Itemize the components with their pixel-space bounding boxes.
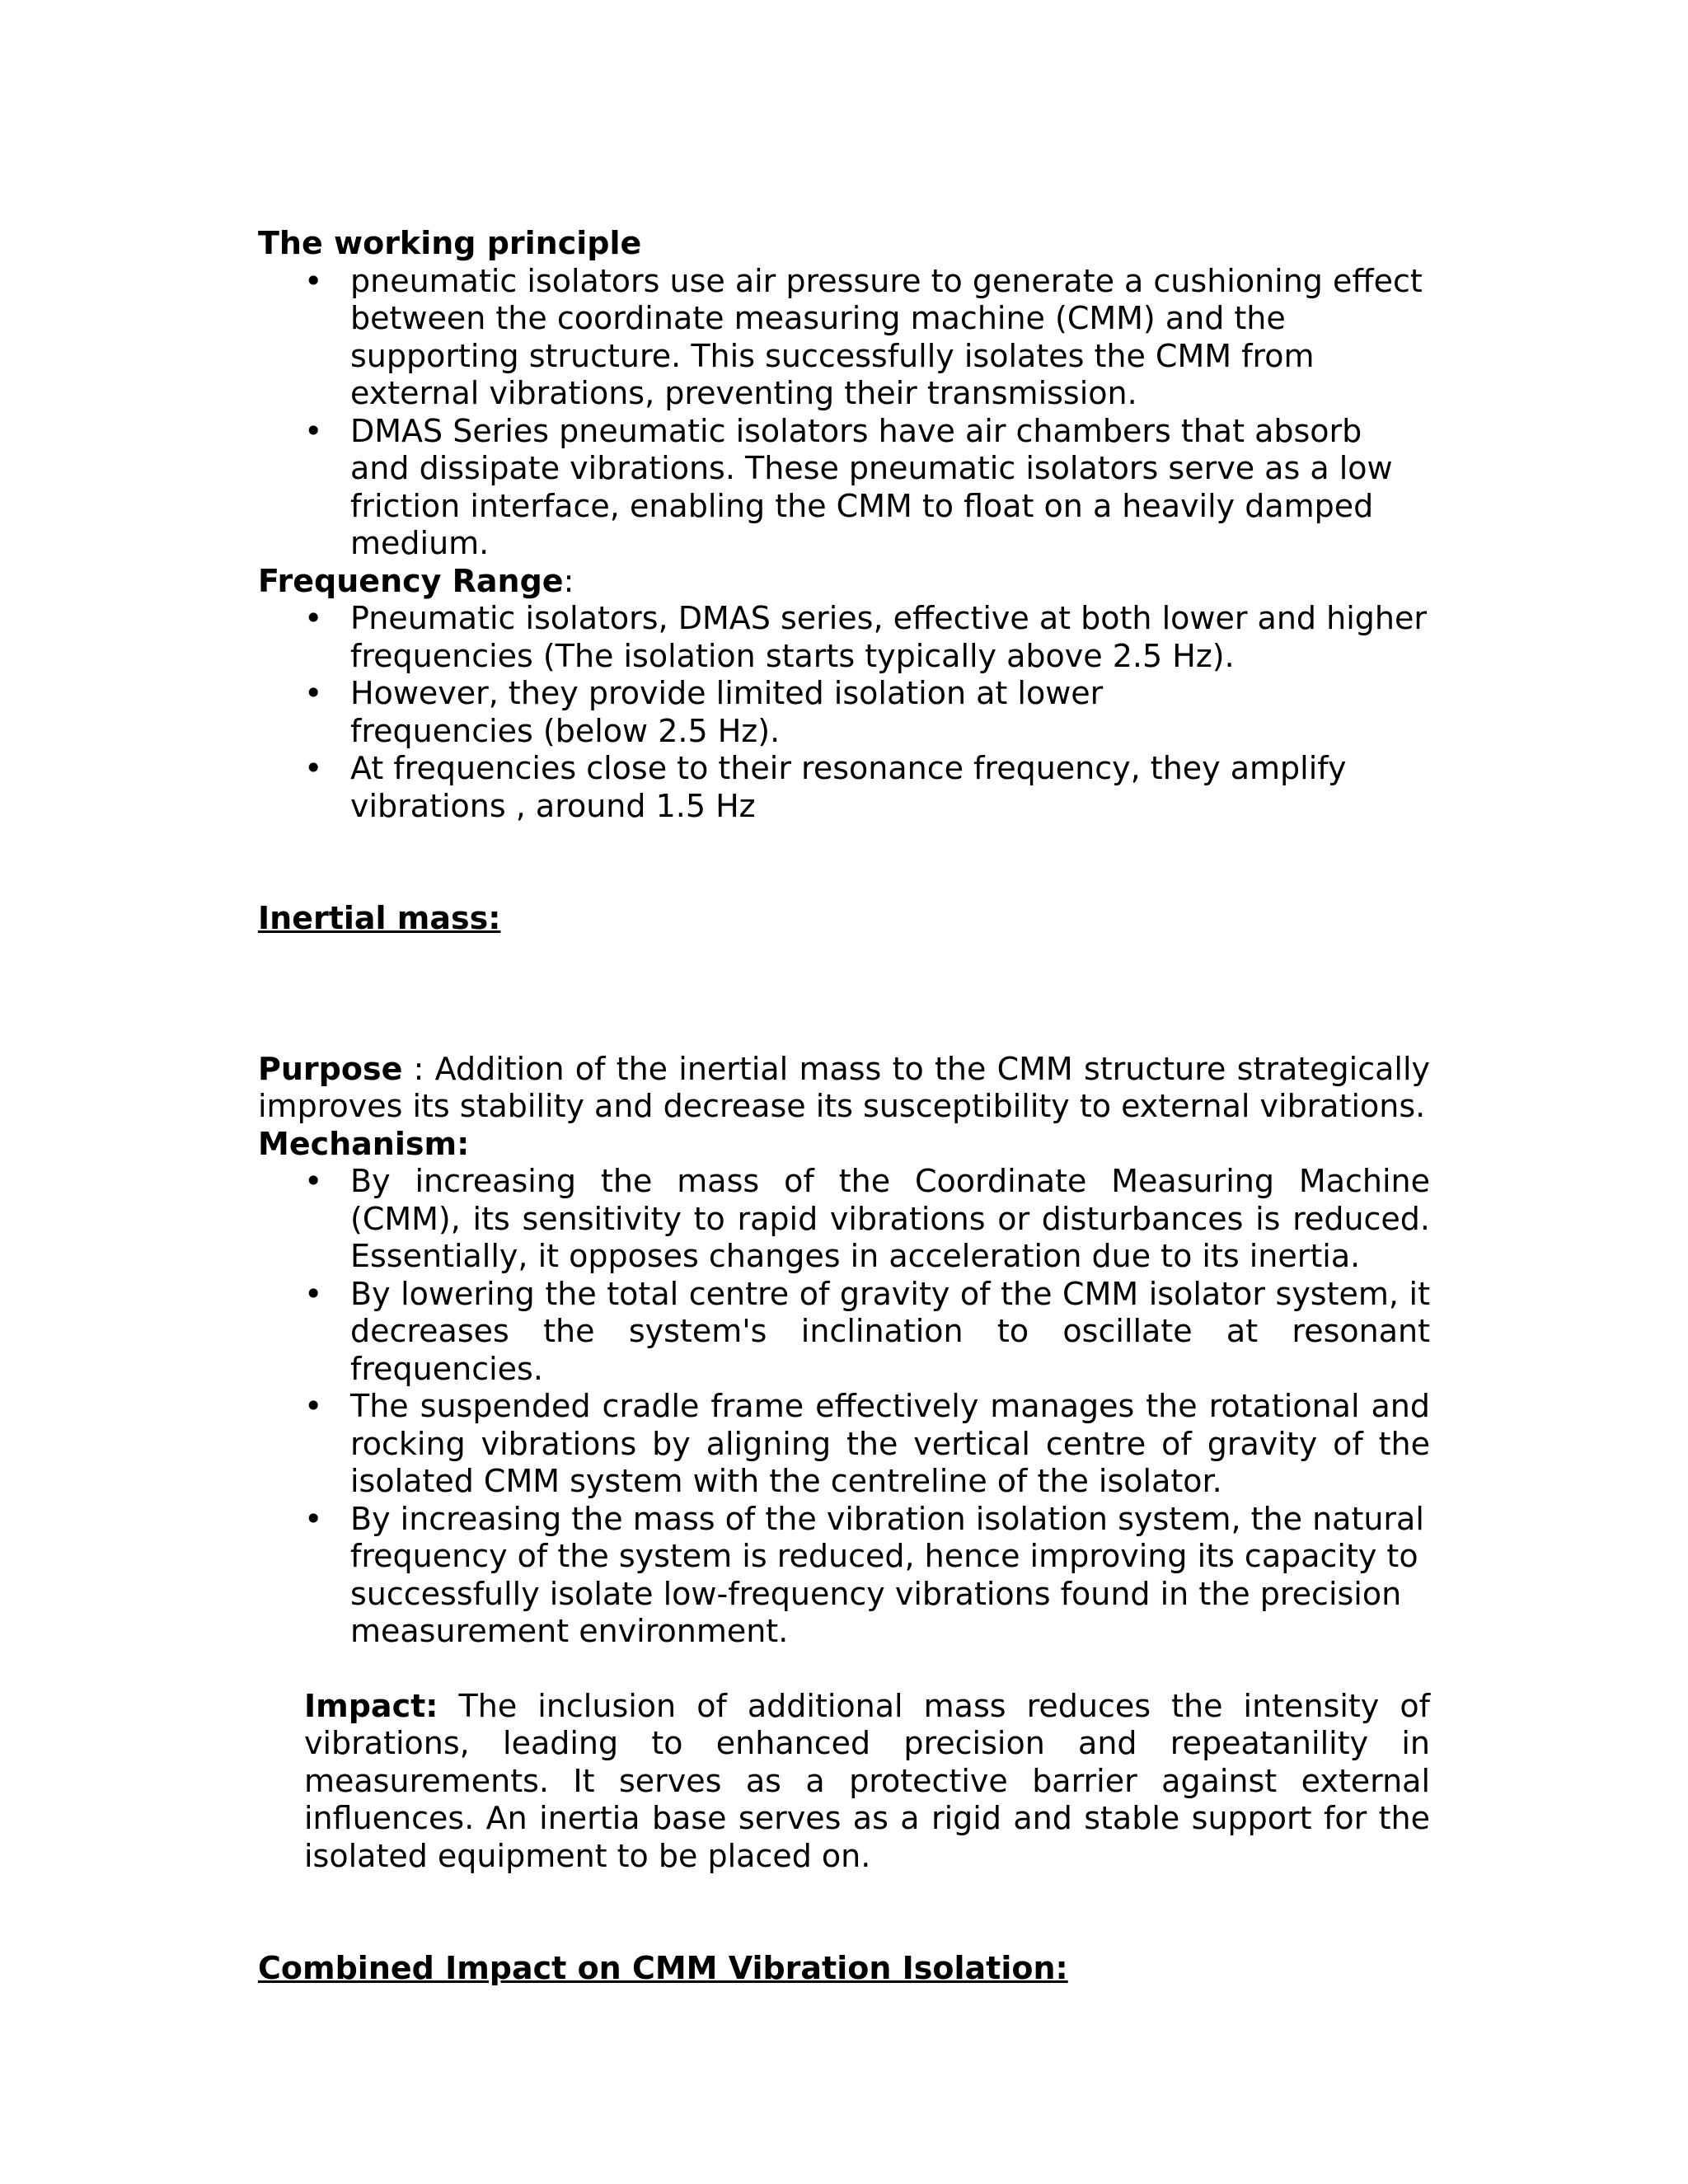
- bullet-icon: •: [304, 1500, 323, 1537]
- list-item-text: However, they provide limited isolation at lower frequencies (below 2.5 Hz).: [350, 675, 1104, 749]
- bullet-icon: •: [304, 1163, 323, 1199]
- impact-text: The inclusion of additional mass reduces the intensity of vibrations, leading to enhanced precision and repeatanility in measurements. It serves as a protective barrier against external influences. An inertia base serves as a rigid and stable support for the isolated equipment to be placed on.: [304, 1687, 1430, 1874]
- mechanism-list: [258, 1163, 1430, 1651]
- list-item: [304, 600, 1430, 675]
- purpose-paragraph: [258, 1051, 1430, 1126]
- inertial-mass-heading: Inertial mass:: [258, 900, 501, 936]
- bullet-icon: •: [304, 1275, 323, 1312]
- list-item: [304, 675, 1430, 750]
- list-item: [304, 412, 1430, 563]
- working-principle-heading: The working principle: [258, 225, 642, 261]
- spacer: [258, 1651, 1430, 1688]
- document-page: [258, 225, 1430, 1988]
- list-item-text: pneumatic isolators use air pressure to generate a cushioning effect between the coordinate measuring machine (CMM) and the supporting structure. This successfully isolates the CMM from external vibrations, preventing their transmission.: [350, 262, 1423, 411]
- bullet-icon: •: [304, 675, 323, 711]
- bullet-icon: •: [304, 262, 323, 299]
- list-item: [304, 1163, 1430, 1276]
- bullet-icon: •: [304, 1388, 323, 1424]
- list-item-text: By increasing the mass of the vibration isolation system, the natural frequency of the system is reduced, hence improving its capacity to successfully isolate low-frequency vibrations found in the precision measurement environment.: [350, 1500, 1424, 1649]
- purpose-label: Purpose: [258, 1050, 403, 1087]
- spacer: [258, 938, 1430, 1051]
- frequency-range-colon: :: [563, 562, 574, 599]
- list-item-text: At frequencies close to their resonance frequency, they amplify vibrations , around 1.5 Hz: [350, 750, 1347, 824]
- impact-label: Impact:: [304, 1687, 438, 1724]
- spacer: [258, 1875, 1430, 1950]
- list-item: [304, 1388, 1430, 1501]
- list-item: [304, 1500, 1430, 1651]
- list-item-text: The suspended cradle frame effectively manages the rotational and rocking vibrations by aligning the vertical centre of gravity of the isolated CMM system with the centreline of the isolator.: [350, 1388, 1430, 1499]
- list-item: [304, 750, 1430, 825]
- mechanism-heading: Mechanism:: [258, 1125, 470, 1162]
- list-item-text: Pneumatic isolators, DMAS series, effective at both lower and higher frequencies (The isolation starts typically above 2.5 Hz).: [350, 600, 1427, 674]
- list-item-text: DMAS Series pneumatic isolators have air chambers that absorb and dissipate vibrations. These pneumatic isolators serve as a low friction interface, enabling the CMM to float on a heavily damped medium.: [350, 412, 1393, 561]
- list-item-text: By lowering the total centre of gravity of the CMM isolator system, it decreases the system's inclination to oscillate at resonant frequencies.: [350, 1275, 1430, 1387]
- bullet-icon: •: [304, 412, 323, 449]
- working-principle-list: [258, 263, 1430, 563]
- purpose-text: : Addition of the inertial mass to the CMM structure strategically improves its stability and decrease its susceptibility to external vibrations.: [258, 1050, 1430, 1124]
- combined-impact-heading: Combined Impact on CMM Vibration Isolation:: [258, 1950, 1068, 1986]
- bullet-icon: •: [304, 750, 323, 786]
- bullet-icon: •: [304, 600, 323, 636]
- frequency-range-heading-line: [258, 563, 1430, 601]
- spacer: [258, 825, 1430, 900]
- list-item-text: By increasing the mass of the Coordinate Measuring Machine (CMM), its sensitivity to rapid vibrations or disturbances is reduced. Essentially, it opposes changes in acceleration due to its inertia.: [350, 1163, 1430, 1274]
- impact-paragraph: [304, 1688, 1430, 1876]
- list-item: [304, 262, 1430, 413]
- frequency-range-list: [258, 600, 1430, 825]
- list-item: [304, 1275, 1430, 1389]
- frequency-range-heading: Frequency Range: [258, 562, 564, 599]
